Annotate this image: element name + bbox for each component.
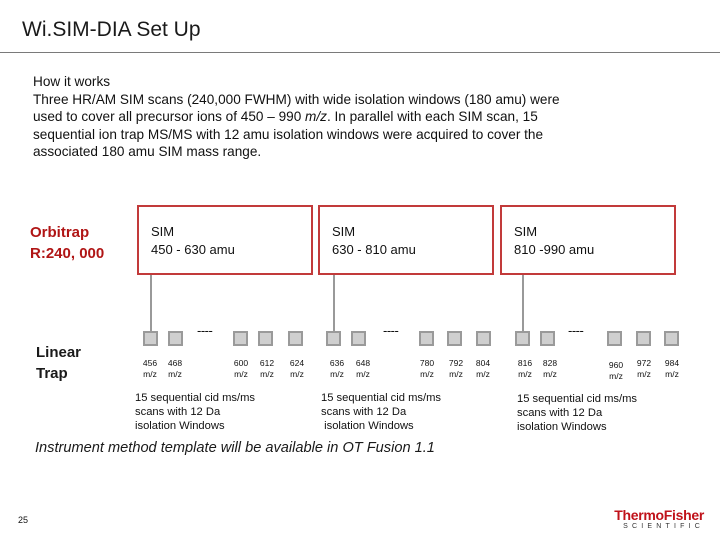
ms2-scan-square: [607, 331, 622, 346]
ms2-scan-square: [233, 331, 248, 346]
sim-scan-box: SIM 630 - 810 amu: [318, 205, 494, 275]
connector-line: [150, 275, 152, 333]
mz-label: 972 m/z: [636, 358, 652, 379]
ms2-scan-square: [351, 331, 366, 346]
sim-scan-box: SIM 450 - 630 amu: [137, 205, 313, 275]
mz-label: 984 m/z: [664, 358, 680, 379]
intro-line: used to cover all precursor ions of 450 – 990 m/z. In parallel with each SIM scan, 15: [33, 109, 538, 124]
orbitrap-label: Orbitrap R:240, 000: [30, 224, 105, 262]
linear-trap-label: Linear Trap: [36, 344, 82, 382]
ms2-scan-square: [447, 331, 462, 346]
mz-label: 804 m/z: [475, 358, 491, 379]
intro-line: sequential ion trap MS/MS with 12 amu isolation windows were acquired to cover the: [33, 126, 544, 142]
intro-line: associated 180 amu SIM mass range.: [33, 144, 262, 159]
sim-scan-box: SIM 810 -990 amu: [500, 205, 676, 275]
mz-label: 792 m/z: [448, 358, 464, 379]
mz-label: 456 m/z: [142, 358, 158, 379]
connector-line: [333, 275, 335, 333]
ms2-scan-square: [636, 331, 651, 346]
ms2-scan-square: [168, 331, 183, 346]
ms2-scan-square: [540, 331, 555, 346]
ms2-scan-square: [419, 331, 434, 346]
ms2-scan-square: [288, 331, 303, 346]
slide-title: Wi.SIM-DIA Set Up: [22, 18, 201, 41]
ms2-scan-square: [258, 331, 273, 346]
ms2-scan-square: [664, 331, 679, 346]
ellipsis-dash: ----: [383, 323, 399, 338]
ms2-scan-square: [476, 331, 491, 346]
footer-note: Instrument method template will be available in OT Fusion 1.1: [35, 440, 435, 456]
mz-label: 828 m/z: [542, 358, 558, 379]
intro-text: [33, 73, 673, 161]
mz-label: 624 m/z: [289, 358, 305, 379]
page-number: 25: [18, 515, 29, 525]
mz-label: 468 m/z: [167, 358, 183, 379]
ms2-scan-square: [143, 331, 158, 346]
ellipsis-dash: ----: [197, 323, 213, 338]
scan-description: 15 sequential cid ms/ms scans with 12 Da isolation Windows: [321, 392, 442, 432]
ellipsis-dash: ----: [568, 323, 584, 338]
mz-label: 636 m/z: [329, 358, 345, 379]
mz-label: 600 m/z: [233, 358, 249, 379]
brand-logo: ThermoFisher: [614, 507, 704, 523]
intro-heading: How it works: [33, 74, 111, 89]
mz-label: 612 m/z: [259, 358, 275, 379]
mz-label: 648 m/z: [355, 358, 371, 379]
ms2-scan-square: [515, 331, 530, 346]
scan-description: 15 sequential cid ms/ms scans with 12 Da isolation Windows: [135, 392, 256, 432]
ms2-scan-square: [326, 331, 341, 346]
mz-label: 780 m/z: [419, 358, 435, 379]
mz-label: 816 m/z: [517, 358, 533, 379]
mz-label: 960 m/z: [608, 360, 624, 381]
title-divider: [0, 52, 720, 53]
intro-line: Three HR/AM SIM scans (240,000 FWHM) with wide isolation windows (180 amu) were: [33, 91, 560, 107]
connector-line: [522, 275, 524, 333]
brand-logo-subtitle: SCIENTIFIC: [623, 523, 704, 530]
scan-description: 15 sequential cid ms/ms scans with 12 Da isolation Windows: [517, 393, 638, 433]
